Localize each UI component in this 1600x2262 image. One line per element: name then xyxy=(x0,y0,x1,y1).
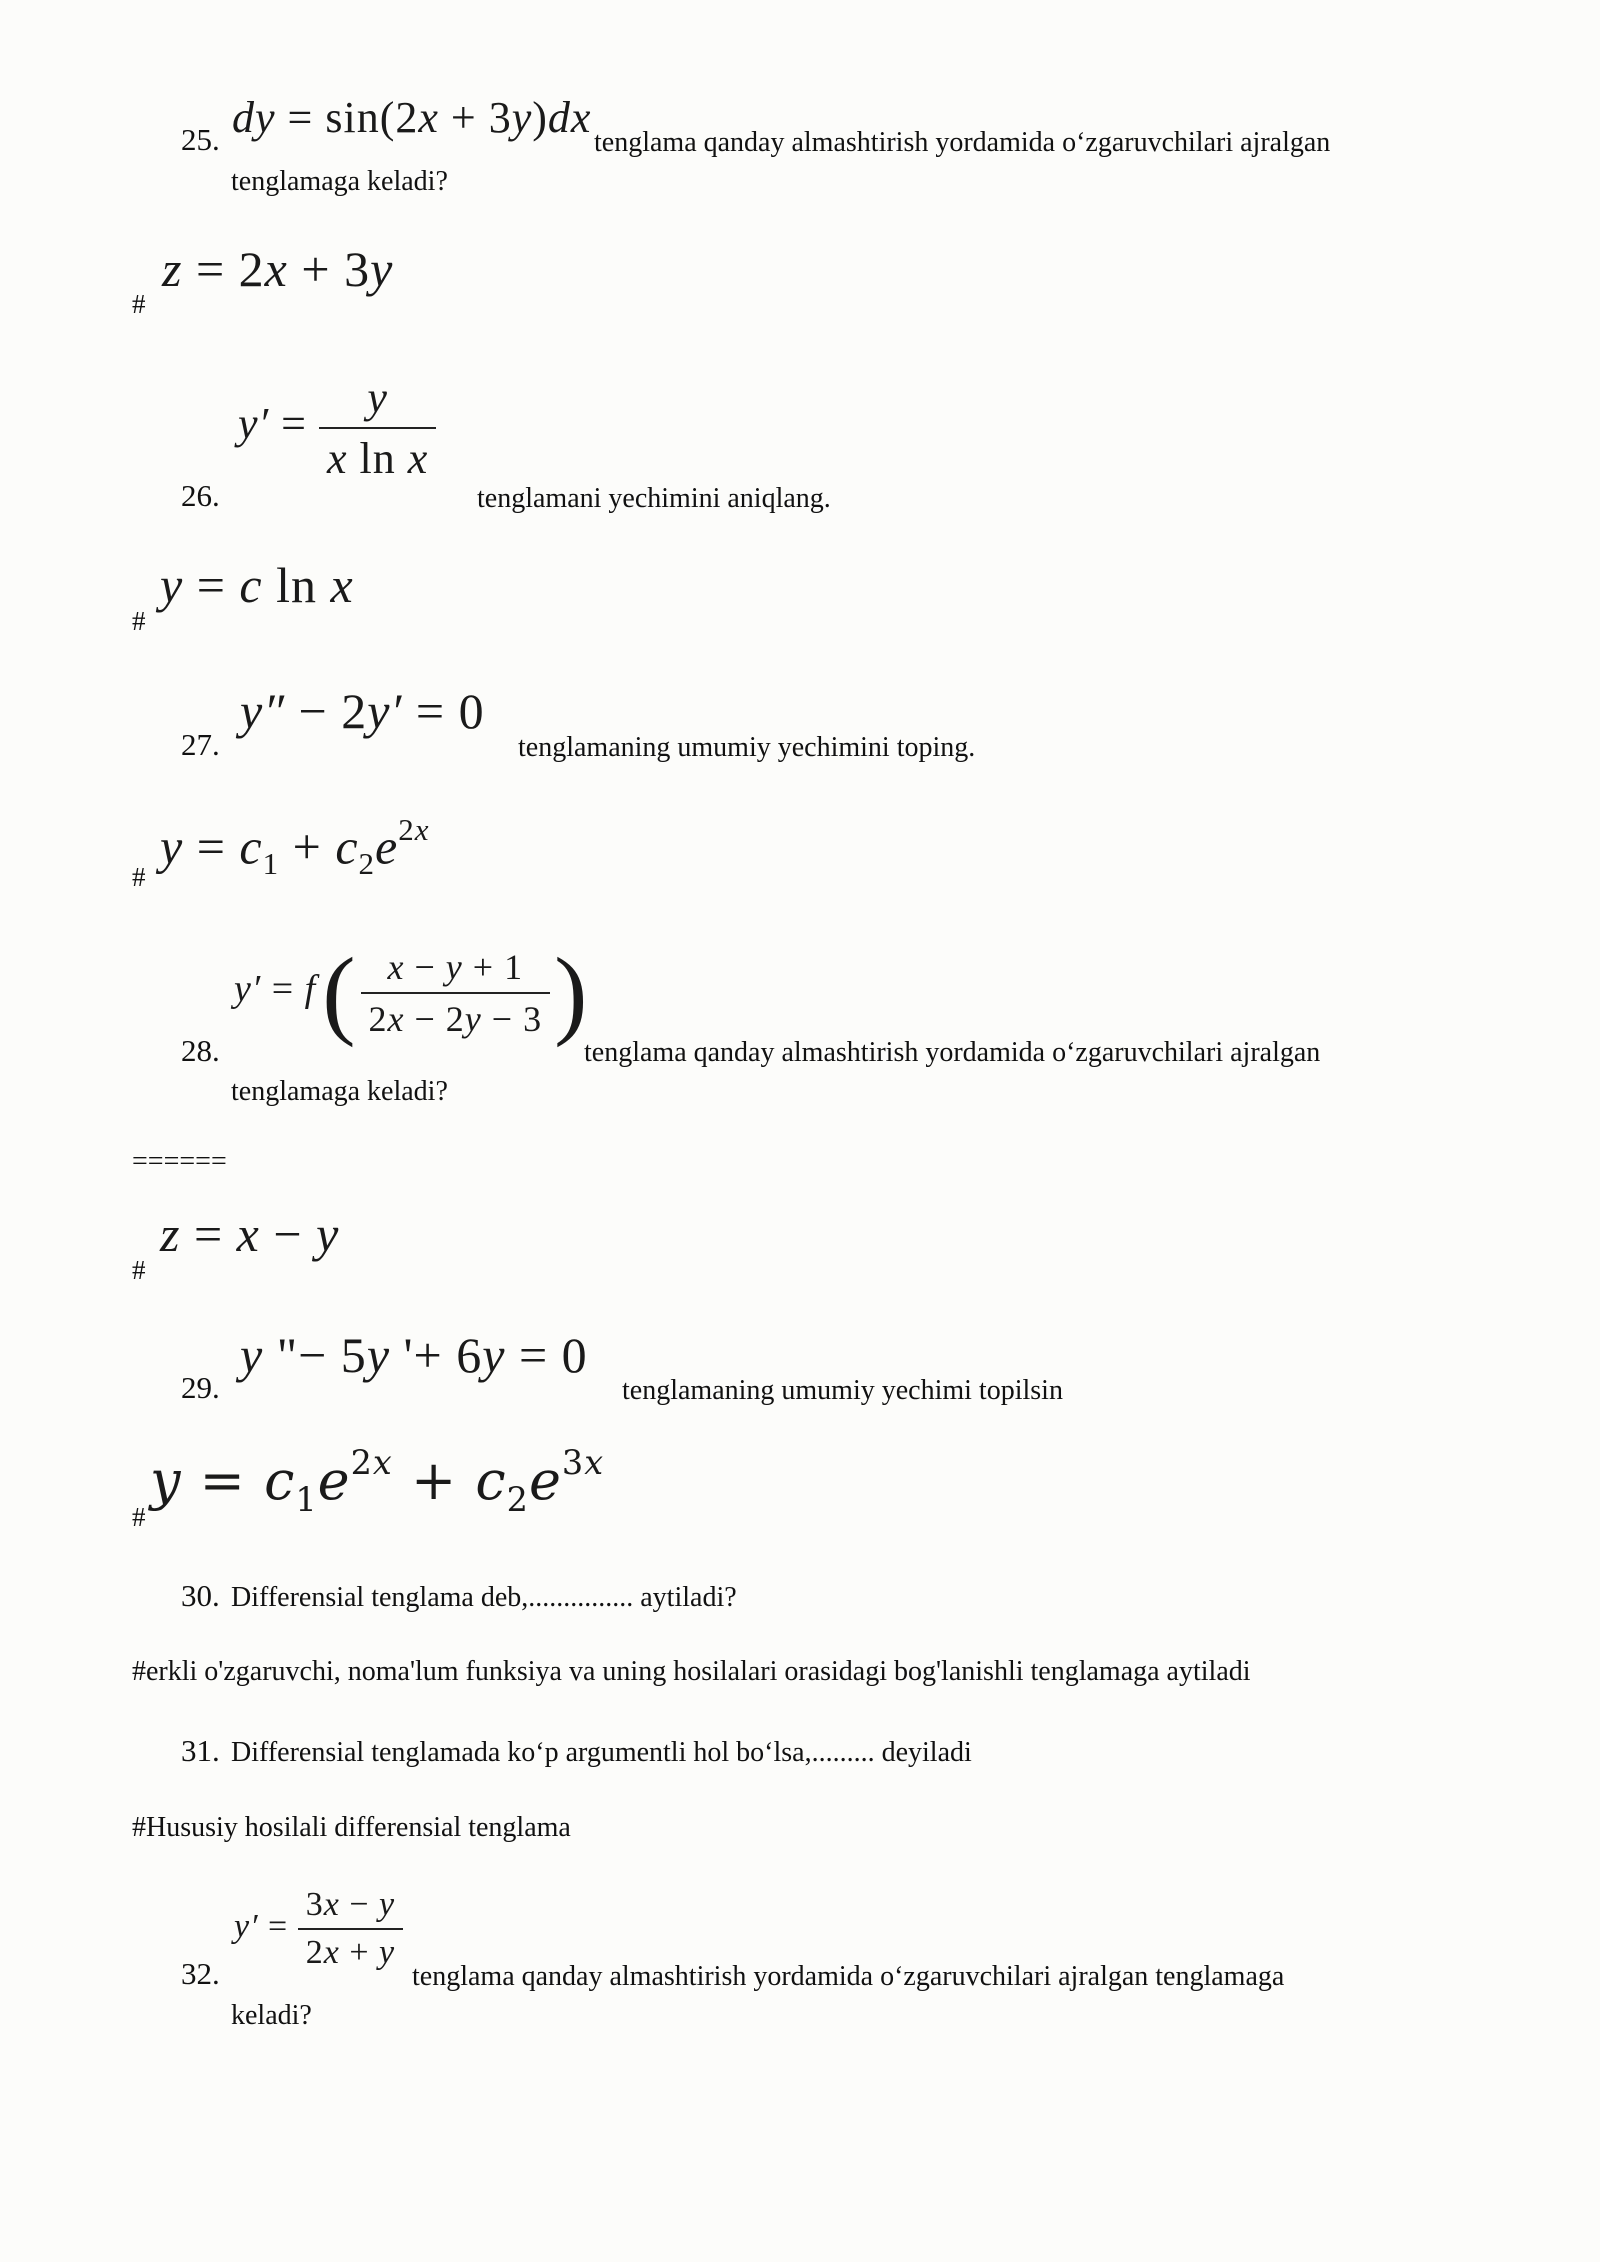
q27-answer-formula: $y = c_1 + c_2e^{2x}$ xyxy=(160,812,430,882)
q27-number: 27. xyxy=(181,727,220,762)
q32-number: 32. xyxy=(181,1956,220,1991)
q26-text: tenglamani yechimini aniqlang. xyxy=(477,483,831,514)
q28-answer-marker: # xyxy=(132,1255,146,1285)
q25-text: tenglama qanday almashtirish yordamida o‘zgaruvchilari ajralgan xyxy=(594,127,1331,158)
q26-answer-marker: # xyxy=(132,606,146,636)
q28-text: tenglama qanday almashtirish yordamida o‘zgaruvchilari ajralgan xyxy=(584,1037,1321,1068)
q27-equation: y″ − 2y′ = 0 xyxy=(240,683,485,739)
q28-answer-formula: z = x − y xyxy=(160,1206,340,1262)
q29-answer-marker: # xyxy=(132,1502,146,1532)
q32-text-cont: keladi? xyxy=(231,2000,312,2031)
q29-text: tenglamaning umumiy yechimi topilsin xyxy=(622,1375,1063,1406)
q28-number: 28. xyxy=(181,1033,220,1068)
q29-answer-formula: $y = c_1e^{2x} + c_2e^{3x}$ xyxy=(150,1443,605,1519)
q28-separator: ====== xyxy=(132,1146,227,1177)
q32-text: tenglama qanday almashtirish yordamida o‘zgaruvchilari ajralgan tenglamaga xyxy=(412,1961,1285,1992)
q26-equation: y′ = $\frac{y}{\text{x ln x}}$ xyxy=(238,372,436,484)
q25-equation: dy = sin(2x + 3y)dx xyxy=(232,93,592,142)
q31-number: 31. xyxy=(181,1733,220,1768)
q25-number: 25. xyxy=(181,122,220,157)
q32-equation: y′ = $\frac{3x - y}{2x + y}$ xyxy=(234,1886,403,1972)
q25-text-cont: tenglamaga keladi? xyxy=(231,166,448,197)
q27-text: tenglamaning umumiy yechimini toping. xyxy=(518,732,976,763)
q26-answer-formula: y = c ln x xyxy=(160,557,354,613)
q31-answer: #Hususiy hosilali differensial tenglama xyxy=(132,1812,571,1843)
q29-number: 29. xyxy=(181,1370,220,1405)
q26-number: 26. xyxy=(181,478,220,513)
q28-text-cont: tenglamaga keladi? xyxy=(231,1076,448,1107)
q25-answer-formula: z = 2x + 3y xyxy=(162,241,394,297)
q30-number: 30. xyxy=(181,1578,220,1613)
q30-text: Differensial tenglama deb,............... aytiladi? xyxy=(231,1582,737,1613)
q27-answer-marker: # xyxy=(132,862,146,892)
q28-equation: y′ = f( $\frac{x - y + 1}{2x - 2y - 3}$ ) xyxy=(234,937,589,1048)
q30-answer: #erkli o'zgaruvchi, noma'lum funksiya va uning hosilalari orasidagi bog'lanishli tenglamaga aytiladi xyxy=(132,1656,1251,1687)
q29-equation: y "− 5y '+ 6y = 0 xyxy=(240,1327,588,1383)
q25-answer-marker: # xyxy=(132,289,146,319)
q31-text: Differensial tenglamada ko‘p argumentli hol bo‘lsa,......... deyiladi xyxy=(231,1737,972,1768)
